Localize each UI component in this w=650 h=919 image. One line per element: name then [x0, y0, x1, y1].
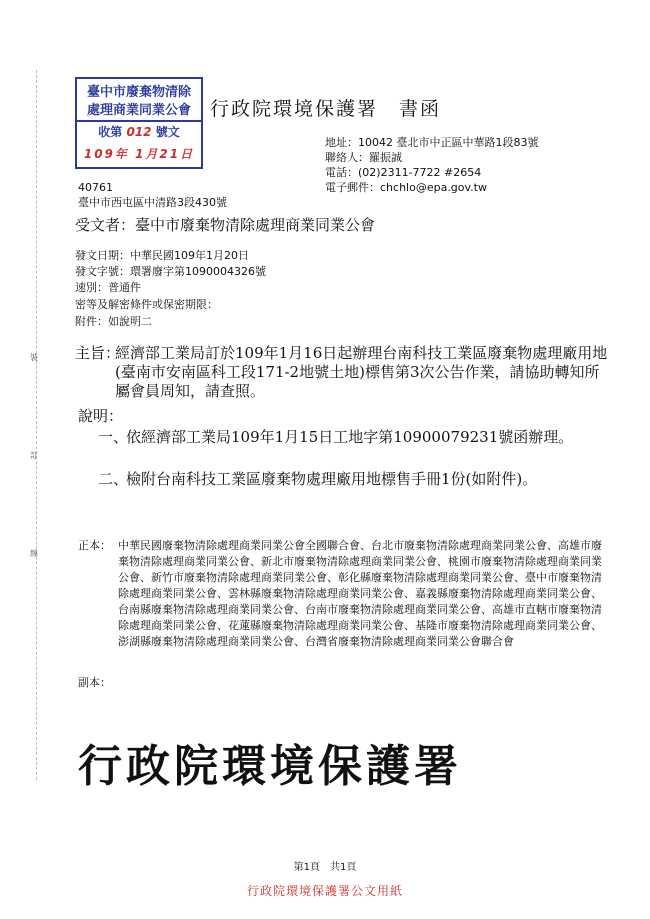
- recipient: 受文者：臺中市廢棄物清除處理商業同業公會: [75, 216, 376, 234]
- original-copy-recipients: 中華民國廢棄物清除處理商業同業公會全國聯合會、台北市廢棄物清除處理商業同業公會、高雄市廢棄物清除處理商業同業公會、新北市廢棄物清除處理商業同業公會、桃園市廢棄物清除處理商業同業公會、新竹市廢棄物清除處理商業同業公會、彰化縣廢棄物清除處理商業同業公會、臺中市廢棄物清除處理商業同業公會、雲林縣廢棄物清除處理商業同業公會、嘉義縣廢棄物清除處理商業同業公會、台南縣廢棄物清除處理商業同業公會、台南市廢棄物清除處理商業同業公會、高雄市直轄市廢棄物清除處理商業同業公會、花蓮縣廢棄物清除處理商業同業公會、基隆市廢棄物清除處理商業同業公會、澎湖縣廢棄物清除處理商業同業公會、台灣省廢棄物清除處理商業同業公會聯合會: [118, 539, 602, 648]
- issue-date: 發文日期：中華民國109年1月20日: [75, 249, 249, 262]
- binding-mark-1: 裝: [30, 353, 38, 362]
- document-number: 發文字號：環署廢字第1090004326號: [75, 265, 266, 278]
- explanation-item-number: 二、: [98, 470, 129, 488]
- binding-mark-2: 訂: [30, 451, 38, 460]
- delivery-speed: 速別：普通件: [75, 281, 141, 294]
- subject-text: 經濟部工業局訂於109年1月16日起辦理台南科技工業區廢棄物處理廠用地(臺南市安南區科工段171-2地號土地)標售第3次公告作業，請協助轉知所屬會員周知，請查照。: [115, 344, 608, 400]
- stamp-org-line2: 處理商業同業公會: [77, 99, 201, 122]
- stamp-receipt-no: 012: [126, 125, 152, 139]
- postal-code: 40761: [78, 181, 113, 194]
- subject-label: 主旨：: [75, 344, 121, 362]
- carbon-copy-label: 副本：: [78, 676, 111, 689]
- binding-mark-3: 線: [30, 549, 38, 558]
- page-number: 第1頁 共1頁: [293, 862, 357, 873]
- stamp-receipt-label-left: 收第: [98, 125, 123, 139]
- receipt-stamp: [75, 77, 203, 169]
- letterhead-footer: 行政院環境保護署公文用紙: [246, 884, 403, 898]
- attachment: 附件：如說明二: [75, 315, 152, 328]
- contact-person: 聯絡人：羅振誠: [325, 151, 402, 164]
- binding-line: [36, 70, 37, 780]
- contact-email: 電子郵件：chchlo@epa.gov.tw: [325, 181, 487, 194]
- issuer-title: 行政院環境保護署 書函: [210, 98, 442, 120]
- explanation-item-text: 依經濟部工業局109年1月15日工地字第10900079231號函辦理。: [126, 428, 574, 446]
- mailing-address: 臺中市西屯區中清路3段430號: [78, 196, 227, 209]
- stamp-receipt-number: [77, 123, 201, 140]
- original-copy-label: 正本：: [78, 539, 111, 552]
- official-seal-text: 行政院環境保護署: [78, 741, 462, 792]
- explanation-item-text: 檢附台南科技工業區廢棄物處理廠用地標售手冊1份(如附件)。: [126, 470, 538, 488]
- stamp-receipt-label-right: 號文: [155, 125, 180, 139]
- explanation-label: 說明：: [78, 407, 124, 425]
- stamp-org-line1: 臺中市廢棄物清除: [86, 85, 191, 100]
- stamp-receipt-date: 109年 1月21日: [83, 147, 195, 161]
- explanation-item-number: 一、: [98, 428, 129, 446]
- issuer-address: 地址：10042 臺北市中正區中華路1段83號: [325, 136, 539, 149]
- security-level: 密等及解密條件或保密期限：: [75, 298, 218, 311]
- contact-phone: 電話：(02)2311-7722 #2654: [325, 166, 482, 179]
